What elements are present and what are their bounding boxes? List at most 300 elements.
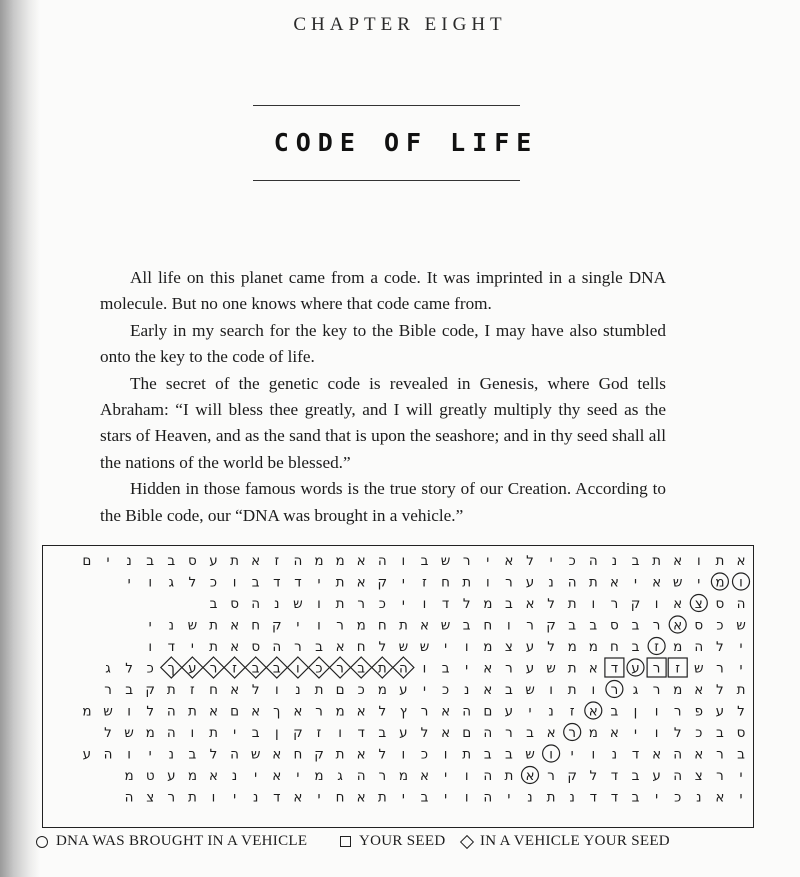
grid-letter: ע bbox=[167, 768, 176, 784]
grid-letter: א bbox=[356, 553, 366, 569]
grid-letter: כ bbox=[209, 574, 218, 591]
grid-letter: ז bbox=[274, 553, 280, 569]
grid-letter: י bbox=[148, 746, 152, 763]
grid-letter: ל bbox=[188, 574, 197, 591]
grid-letter: ב bbox=[737, 746, 745, 763]
grid-letter: מ bbox=[588, 639, 598, 655]
grid-letter: ל bbox=[420, 725, 429, 741]
square-marker-icon bbox=[340, 836, 351, 847]
grid-letter: ב bbox=[272, 660, 281, 677]
grid-letter: ב bbox=[631, 553, 640, 569]
grid-letter: ק bbox=[567, 768, 577, 784]
grid-letter: נ bbox=[527, 789, 533, 806]
grid-letter: ל bbox=[462, 596, 471, 612]
grid-letter: מ bbox=[187, 768, 197, 784]
grid-letter: ר bbox=[294, 639, 302, 655]
grid-letter: י bbox=[317, 574, 321, 591]
grid-letter: ח bbox=[251, 617, 261, 634]
grid-letter: ס bbox=[188, 553, 197, 569]
grid-letter: ג bbox=[168, 574, 175, 591]
grid-letter: מ bbox=[145, 725, 155, 741]
grid-letter: ק bbox=[293, 725, 303, 741]
grid-letter: י bbox=[528, 703, 532, 720]
grid-letter: א bbox=[694, 682, 704, 698]
grid-letter: ב bbox=[188, 746, 197, 763]
grid-letter: א bbox=[230, 639, 240, 655]
grid-letter: ת bbox=[166, 682, 176, 698]
grid-letter: ח bbox=[209, 682, 218, 698]
grid-letter: נ bbox=[274, 596, 280, 612]
grid-letter: ל bbox=[716, 639, 724, 655]
grid-letter: כ bbox=[716, 617, 724, 634]
grid-letter: י bbox=[106, 553, 110, 569]
grid-letter: י bbox=[739, 639, 743, 655]
grid-letter: ן bbox=[633, 703, 638, 720]
grid-letter: ר bbox=[716, 660, 724, 677]
grid-letter: ב bbox=[631, 768, 640, 784]
grid-letter: א bbox=[652, 574, 662, 591]
grid-letter: ה bbox=[166, 725, 176, 741]
grid-letter: ו bbox=[549, 682, 553, 698]
grid-letter: ת bbox=[377, 660, 387, 677]
grid-letter: ק bbox=[272, 617, 282, 634]
grid-letter: ק bbox=[145, 682, 155, 698]
grid-letter: מ bbox=[483, 639, 493, 655]
grid-letter: א bbox=[356, 746, 366, 763]
grid-letter: ז bbox=[654, 639, 659, 655]
title-rule-bottom bbox=[253, 180, 520, 181]
grid-letter: ע bbox=[715, 703, 725, 720]
grid-letter: ת bbox=[736, 682, 746, 698]
grid-letter: ו bbox=[274, 682, 279, 698]
grid-letter: ו bbox=[591, 682, 596, 698]
grid-letter: ר bbox=[336, 660, 344, 677]
grid-letter: ר bbox=[104, 682, 112, 698]
grid-letter: ל bbox=[737, 703, 745, 720]
grid-letter: כ bbox=[146, 660, 154, 677]
bible-code-letter-matrix bbox=[43, 546, 755, 829]
grid-letter: ר bbox=[716, 746, 724, 763]
grid-letter: ת bbox=[462, 574, 472, 591]
grid-letter: י bbox=[486, 553, 490, 569]
grid-letter: ל bbox=[526, 553, 534, 569]
grid-letter: ש bbox=[525, 682, 535, 698]
grid-letter: ו bbox=[422, 660, 427, 677]
grid-letter: נ bbox=[569, 789, 575, 806]
grid-legend bbox=[36, 831, 756, 855]
grid-letter: א bbox=[525, 768, 535, 784]
grid-letter: ז bbox=[316, 725, 322, 741]
grid-letter: ר bbox=[336, 617, 344, 634]
grid-letter: ת bbox=[567, 682, 577, 698]
grid-letter: ת bbox=[462, 746, 472, 763]
grid-letter: א bbox=[525, 596, 535, 612]
grid-letter: ו bbox=[464, 789, 469, 806]
grid-letter: א bbox=[293, 703, 303, 720]
grid-letter: ט bbox=[145, 768, 155, 784]
paragraph-2: Early in my search for the key to the Bible code, I may have also stumbled onto the key to the code of life. bbox=[100, 320, 666, 367]
grid-letter: ת bbox=[567, 596, 577, 612]
grid-letter: ר bbox=[568, 725, 577, 741]
paragraph-4: Hidden in those famous words is the true story of our Creation. According to the Bible code, our “DNA was brought in a vehicle.” bbox=[100, 479, 666, 525]
grid-letter: ס bbox=[251, 639, 261, 655]
grid-letter: ר bbox=[673, 703, 682, 720]
grid-letter: י bbox=[401, 789, 405, 806]
grid-letter: ד bbox=[610, 768, 619, 784]
grid-letter: ב bbox=[441, 660, 450, 677]
grid-letter: ב bbox=[483, 746, 492, 763]
legend-item-circle bbox=[36, 833, 307, 850]
grid-letter: י bbox=[633, 725, 638, 741]
grid-letter: ב bbox=[610, 703, 619, 720]
grid-letter: ב bbox=[526, 725, 534, 741]
grid-letter: ה bbox=[272, 639, 282, 655]
grid-letter: ש bbox=[293, 596, 303, 612]
grid-letter: א bbox=[609, 725, 619, 741]
grid-letter: ו bbox=[127, 703, 131, 720]
grid-letter: י bbox=[507, 789, 511, 806]
grid-letter: ל bbox=[378, 703, 387, 720]
grid-letter: ו bbox=[549, 746, 553, 763]
grid-letter: ץ bbox=[399, 703, 408, 720]
grid-letter: ל bbox=[673, 725, 682, 741]
grid-letter: ת bbox=[567, 660, 577, 677]
grid-letter: ק bbox=[546, 617, 556, 634]
grid-letter: י bbox=[148, 617, 152, 634]
grid-letter: ת bbox=[335, 746, 345, 763]
grid-letter: ה bbox=[293, 553, 303, 569]
grid-letter: ע bbox=[399, 682, 408, 698]
grid-letter: א bbox=[335, 639, 345, 655]
grid-letter: ה bbox=[483, 725, 493, 741]
grid-letter: ו bbox=[317, 596, 321, 612]
grid-letter: ת bbox=[504, 768, 514, 784]
grid-letter: ן bbox=[274, 725, 279, 741]
grid-letter: ח bbox=[609, 639, 619, 655]
grid-letter: ל bbox=[716, 682, 724, 698]
grid-letter: ס bbox=[715, 596, 725, 612]
grid-letter: ע bbox=[525, 639, 535, 655]
grid-letter: ר bbox=[462, 553, 471, 569]
grid-letter: נ bbox=[611, 553, 618, 569]
legend-circle-label: DNA WAS BROUGHT IN A VEHICLE bbox=[56, 833, 308, 849]
grid-letter: מ bbox=[715, 574, 725, 591]
grid-letter: א bbox=[356, 703, 366, 720]
title-rule-top bbox=[253, 105, 520, 106]
grid-letter: ר bbox=[547, 768, 555, 784]
grid-letter: ו bbox=[127, 746, 131, 763]
grid-letter: א bbox=[673, 553, 683, 569]
grid-letter: מ bbox=[124, 768, 134, 784]
grid-letter: ת bbox=[335, 596, 345, 612]
grid-letter: ג bbox=[105, 660, 111, 677]
grid-letter: מ bbox=[335, 553, 345, 569]
grid-letter: כ bbox=[674, 789, 682, 806]
grid-letter: ק bbox=[314, 746, 324, 763]
paragraph-3: The secret of the genetic code is revealed in Genesis, where God tells Abraham: “I will bless thee greatly, and I will greatly multiply thy seed as the stars of Heaven, and as the sand that is upon the seashore; and in thy seed shall all the nations of the world be blessed.” bbox=[100, 373, 666, 472]
grid-letter: ה bbox=[103, 746, 113, 763]
grid-letter: מ bbox=[588, 725, 598, 741]
grid-letter: ב bbox=[504, 596, 513, 612]
grid-letter: א bbox=[356, 789, 366, 806]
grid-letter: ל bbox=[378, 639, 387, 655]
grid-letter: ל bbox=[378, 746, 387, 763]
grid-letter: ה bbox=[377, 553, 387, 569]
grid-letter: ב bbox=[357, 660, 366, 677]
grid-letter: ס bbox=[610, 617, 619, 634]
grid-letter: ב bbox=[378, 725, 387, 741]
grid-letter: ר bbox=[652, 660, 661, 677]
grid-letter: ת bbox=[377, 789, 387, 806]
grid-letter: י bbox=[317, 789, 321, 806]
grid-letter: י bbox=[465, 660, 469, 677]
grid-letter: א bbox=[230, 617, 240, 634]
grid-letter: י bbox=[233, 725, 237, 741]
grid-letter: ש bbox=[525, 746, 535, 763]
grid-letter: ה bbox=[673, 768, 683, 784]
grid-letter: מ bbox=[398, 768, 408, 784]
grid-letter: ר bbox=[420, 703, 429, 720]
grid-letter: ה bbox=[251, 596, 261, 612]
grid-letter: ו bbox=[654, 703, 659, 720]
grid-letter: ר bbox=[209, 660, 218, 677]
grid-letter: נ bbox=[252, 789, 259, 806]
grid-letter: ק bbox=[377, 574, 388, 591]
grid-letter: נ bbox=[696, 789, 702, 806]
grid-letter: ע bbox=[209, 553, 218, 569]
grid-letter: ו bbox=[401, 746, 406, 763]
grid-letter: א bbox=[652, 746, 662, 763]
grid-letter: ד bbox=[294, 574, 302, 591]
grid-letter: ש bbox=[398, 639, 409, 655]
grid-letter: י bbox=[401, 596, 405, 612]
grid-letter: ה bbox=[567, 574, 577, 591]
grid-letter: ה bbox=[736, 596, 746, 612]
grid-letter: ע bbox=[82, 746, 92, 763]
grid-letter: ה bbox=[483, 789, 493, 806]
grid-letter: ו bbox=[148, 574, 153, 591]
grid-letter: ת bbox=[335, 574, 345, 591]
grid-letter: ב bbox=[146, 553, 155, 569]
grid-letter: ב bbox=[167, 553, 176, 569]
grid-letter: ס bbox=[736, 725, 746, 741]
grid-letter: ח bbox=[441, 574, 451, 591]
grid-letter: ש bbox=[440, 617, 451, 634]
grid-letter: צ bbox=[504, 639, 513, 655]
grid-letter: א bbox=[588, 660, 598, 677]
grid-letter: א bbox=[736, 553, 746, 569]
grid-letter: ו bbox=[317, 617, 321, 634]
grid-letter: ש bbox=[546, 660, 556, 677]
grid-letter: כ bbox=[357, 682, 365, 698]
grid-letter: ב bbox=[209, 596, 218, 612]
grid-letter: ד bbox=[610, 660, 619, 677]
grid-letter: מ bbox=[567, 639, 577, 655]
grid-letter: כ bbox=[315, 660, 323, 677]
grid-letter: ר bbox=[315, 703, 323, 720]
grid-letter: ש bbox=[103, 703, 113, 720]
grid-letter: א bbox=[251, 703, 261, 720]
grid-letter: מ bbox=[82, 703, 92, 720]
grid-letter: כ bbox=[695, 725, 703, 741]
grid-letter: צ bbox=[694, 768, 703, 784]
grid-letter: ח bbox=[377, 617, 387, 634]
grid-letter: ב bbox=[251, 725, 260, 741]
grid-letter: ל bbox=[251, 682, 260, 698]
grid-letter: ם bbox=[82, 553, 92, 569]
grid-letter: ל bbox=[547, 596, 555, 612]
grid-letter: ח bbox=[293, 746, 303, 763]
grid-letter: י bbox=[697, 574, 701, 591]
grid-letter: ז bbox=[675, 660, 681, 677]
grid-letter: ר bbox=[652, 617, 661, 634]
grid-letter: ע bbox=[399, 725, 408, 741]
grid-letter: ר bbox=[357, 596, 366, 612]
grid-letter: ר bbox=[505, 660, 513, 677]
grid-letter: ר bbox=[716, 768, 724, 784]
grid-letter: ב bbox=[715, 725, 724, 741]
grid-letter: ו bbox=[591, 746, 596, 763]
grid-letter: נ bbox=[611, 746, 618, 763]
grid-letter: ל bbox=[209, 746, 218, 763]
grid-letter: ז bbox=[232, 660, 237, 677]
grid-letter: ש bbox=[419, 639, 430, 655]
grid-letter: א bbox=[504, 553, 514, 569]
grid-letter: ה bbox=[673, 746, 683, 763]
grid-letter: מ bbox=[314, 553, 324, 569]
grid-letter: ר bbox=[652, 682, 661, 698]
grid-letter: ת bbox=[588, 574, 598, 591]
grid-letter: ר bbox=[167, 789, 176, 806]
grid-letter: א bbox=[208, 703, 219, 720]
grid-letter: ב bbox=[631, 639, 640, 655]
grid-letter: א bbox=[356, 574, 366, 591]
grid-letter: ח bbox=[483, 617, 493, 634]
grid-letter: א bbox=[293, 789, 303, 806]
grid-letter: ו bbox=[211, 789, 216, 806]
grid-letter: מ bbox=[483, 596, 493, 612]
grid-letter: ק bbox=[630, 596, 641, 612]
grid-letter: י bbox=[444, 768, 448, 784]
grid-letter: א bbox=[419, 617, 430, 634]
grid-letter: א bbox=[419, 768, 430, 784]
grid-letter: ג bbox=[337, 768, 343, 784]
chapter-label: CHAPTER EIGHT bbox=[293, 14, 507, 35]
grid-letter: ת bbox=[652, 553, 662, 569]
grid-letter: ב bbox=[504, 682, 513, 698]
grid-letter: ה bbox=[356, 768, 366, 784]
legend-item-diamond bbox=[460, 833, 670, 850]
grid-letter: ת bbox=[715, 553, 725, 569]
grid-letter: ר bbox=[505, 574, 513, 591]
grid-letter: מ bbox=[335, 703, 345, 720]
grid-letter: א bbox=[483, 660, 493, 677]
grid-letter: ה bbox=[588, 553, 598, 569]
grid-letter: ב bbox=[568, 617, 577, 634]
grid-letter: ת bbox=[209, 725, 218, 741]
diamond-marker-icon bbox=[460, 834, 474, 848]
grid-letter: א bbox=[673, 617, 683, 634]
grid-letter: ו bbox=[443, 746, 448, 763]
grid-letter: ו bbox=[507, 617, 511, 634]
grid-letter: ה bbox=[483, 768, 493, 784]
grid-letter: א bbox=[588, 703, 598, 720]
grid-letter: י bbox=[254, 768, 258, 784]
grid-letter: ש bbox=[672, 574, 683, 591]
grid-letter: ד bbox=[610, 789, 619, 806]
grid-letter: ד bbox=[167, 639, 175, 655]
grid-letter: ע bbox=[504, 703, 514, 720]
body-text bbox=[100, 265, 666, 529]
grid-letter: ר bbox=[610, 682, 619, 698]
grid-letter: ו bbox=[232, 574, 237, 591]
grid-letter: ו bbox=[148, 639, 153, 655]
grid-letter: ז bbox=[569, 703, 575, 720]
grid-letter: ו bbox=[296, 660, 300, 677]
grid-letter: י bbox=[296, 617, 300, 634]
grid-letter: ע bbox=[525, 660, 535, 677]
grid-letter: ר bbox=[378, 768, 387, 784]
grid-letter: ע bbox=[188, 660, 197, 677]
grid-letter: י bbox=[127, 574, 131, 591]
grid-letter: א bbox=[483, 682, 493, 698]
grid-letter: ך bbox=[273, 703, 281, 720]
grid-letter: ו bbox=[485, 574, 490, 591]
grid-letter: ו bbox=[696, 553, 701, 569]
grid-letter: י bbox=[739, 789, 743, 806]
grid-letter: ל bbox=[125, 660, 133, 677]
grid-letter: ו bbox=[591, 596, 596, 612]
legend-diamond-label: IN A VEHICLE YOUR SEED bbox=[480, 833, 670, 849]
grid-letter: ל bbox=[104, 725, 112, 741]
grid-letter: ו bbox=[654, 725, 659, 741]
grid-letter: ז bbox=[422, 574, 427, 591]
grid-letter: ה bbox=[124, 789, 134, 806]
grid-letter: י bbox=[190, 639, 194, 655]
grid-letter: ו bbox=[422, 596, 427, 612]
grid-letter: א bbox=[715, 789, 725, 806]
grid-letter: ב bbox=[504, 746, 513, 763]
grid-letter: י bbox=[233, 789, 237, 806]
grid-letter: ח bbox=[335, 789, 345, 806]
grid-letter: נ bbox=[295, 682, 301, 698]
grid-letter: א bbox=[694, 746, 704, 763]
grid-letter: ם bbox=[462, 725, 472, 741]
grid-letter: ל bbox=[146, 703, 155, 720]
grid-letter: ר bbox=[505, 725, 513, 741]
bible-code-grid bbox=[42, 545, 754, 828]
grid-letter: ה bbox=[166, 703, 176, 720]
grid-letter: ס bbox=[694, 617, 704, 634]
grid-letter: ת bbox=[187, 703, 197, 720]
grid-letter: ר bbox=[526, 617, 534, 634]
grid-letter: ח bbox=[356, 639, 366, 655]
grid-letter: ב bbox=[420, 789, 429, 806]
grid-letter: א bbox=[251, 553, 261, 569]
grid-letter: י bbox=[401, 574, 405, 591]
grid-letter: ד bbox=[273, 789, 281, 806]
grid-letter: ב bbox=[462, 617, 471, 634]
grid-letter: י bbox=[444, 789, 448, 806]
grid-letter: פ bbox=[694, 703, 704, 720]
grid-letter: מ bbox=[377, 682, 387, 698]
grid-letter: ש bbox=[250, 746, 261, 763]
grid-letter: נ bbox=[463, 682, 470, 698]
grid-letter: ו bbox=[190, 725, 195, 741]
grid-letter: ו bbox=[654, 596, 659, 612]
grid-letter: ד bbox=[631, 746, 640, 763]
grid-letter: ש bbox=[440, 553, 451, 569]
